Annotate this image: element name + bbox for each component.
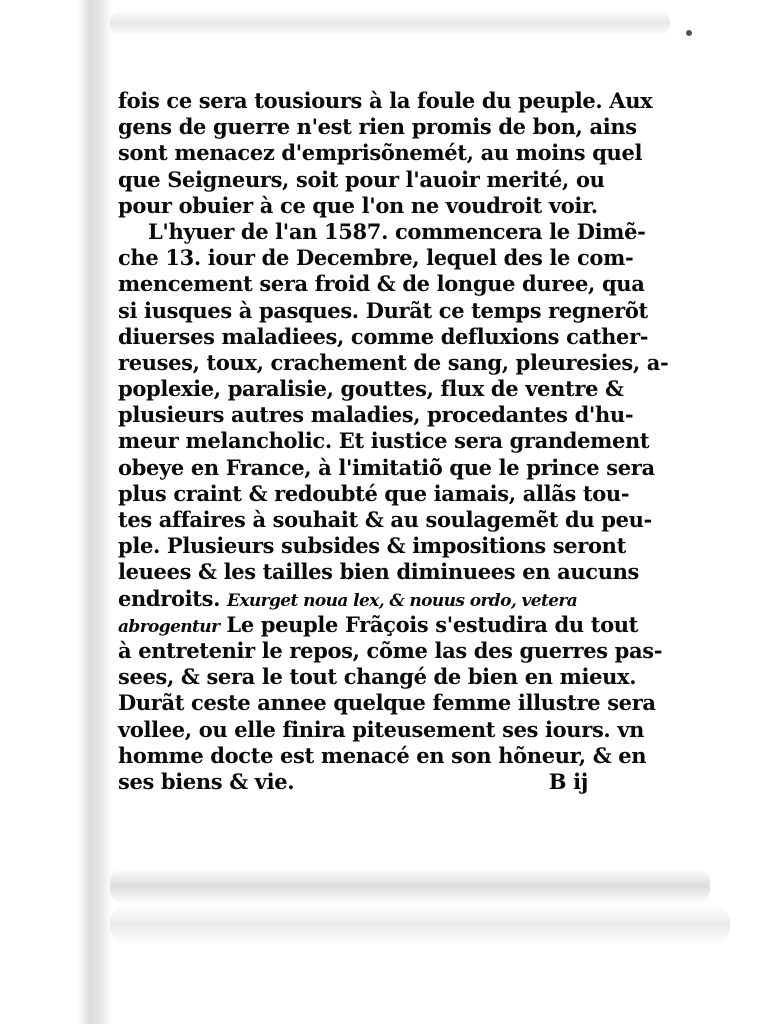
text-line: gens de guerre n'est rien promis de bon, ains <box>118 114 637 140</box>
text-line <box>118 586 678 612</box>
latin-quote: Exurget noua lex, & nouus ordo, vetera <box>227 590 578 611</box>
text-line: ple. Plusieurs subsides & impositions seront <box>118 533 626 559</box>
text-line: que Seigneurs, soit pour l'auoir merité, ou <box>118 166 605 192</box>
text-line: reuses, toux, crachement de sang, pleuresies, a- <box>118 349 669 375</box>
text-line: à entretenir le repos, cõme las des guerres pas- <box>118 637 663 663</box>
text-line: mencement sera froid & de longue duree, qua <box>118 271 645 297</box>
text-fragment: endroits. <box>118 585 221 611</box>
body-text <box>118 88 678 795</box>
text-line: meur melancholic. Et iustice sera grandement <box>118 428 650 454</box>
scan-speck <box>686 30 692 36</box>
text-line: sees, & sera le tout changé de bien en mieux. <box>118 664 637 690</box>
text-line: fois ce sera tousiours à la foule du peuple. Aux <box>118 88 653 113</box>
text-line: poplexie, paralisie, gouttes, flux de ventre & <box>118 376 624 402</box>
text-line: Durãt ceste annee quelque femme illustre sera <box>118 690 656 716</box>
text-line: sont menacez d'emprisõnemét, au moins quel <box>118 140 643 166</box>
text-line: diuerses maladiees, comme defluxions cather- <box>118 323 649 349</box>
scan-edge-bottom <box>110 868 710 904</box>
text-fragment: ses biens & vie. <box>118 768 295 794</box>
text-line: che 13. iour de Decembre, lequel des le com- <box>118 245 634 271</box>
text-line: plus craint & redoubté que iamais, allãs tou- <box>118 480 630 506</box>
text-line: si iusques à pasques. Durãt ce temps regnerõt <box>118 297 648 323</box>
text-line: L'hyuer de l'an 1587. commencera le Dimẽ- <box>148 218 646 244</box>
scan-edge-left <box>78 0 112 1024</box>
latin-quote-end: abrogentur <box>118 616 220 637</box>
text-line: leuees & les tailles bien diminuees en aucuns <box>118 559 640 585</box>
text-line <box>118 612 678 638</box>
scan-edge-top <box>110 10 670 36</box>
text-line: pour obuier à ce que l'on ne voudroit voir. <box>118 192 598 218</box>
text-fragment: Le peuple Frãçois s'estudira du tout <box>226 611 638 637</box>
text-line: obeye en France, à l'imitatiõ que le prince sera <box>118 454 655 480</box>
text-line: vollee, ou elle finira piteusement ses iours. vn <box>118 716 645 742</box>
last-line <box>118 769 588 795</box>
signature-mark: B ij <box>548 768 588 794</box>
scan-edge-bottom-lower <box>110 905 730 945</box>
text-line: plusieurs autres maladies, procedantes d'hu- <box>118 402 634 428</box>
text-line: tes affaires à souhait & au soulagemẽt du peu- <box>118 507 652 532</box>
text-line: homme docte est menacé en son hõneur, & en <box>118 742 647 768</box>
